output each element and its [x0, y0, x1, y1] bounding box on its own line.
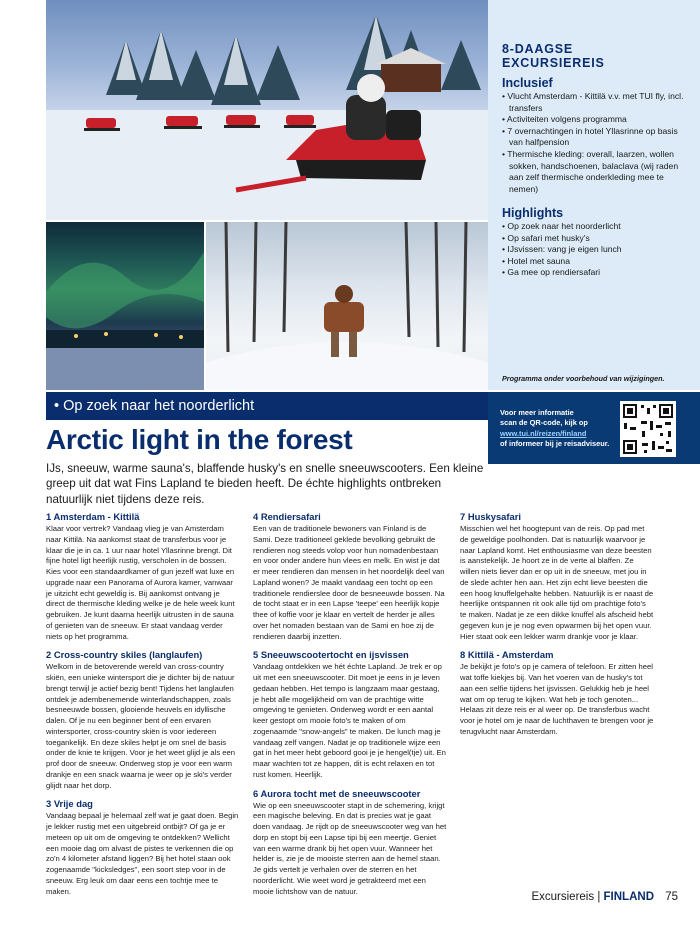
highlights-list	[502, 221, 692, 279]
footer-separator: |	[597, 891, 601, 903]
trip-type-line1: 8-DAAGSE	[502, 42, 573, 56]
highlights-heading: Highlights	[502, 206, 564, 220]
day-7-text: Misschien wel het hoogtepunt van de reis. Op pad met de geweldige poolhonden. Dat is natuurlijk waarvoor je naar Lapland komt. Het enthousiasme van deze beesten is aanstekelijk. Je hoort ze in de verte al blaffen. Ze willen niets liever dan er op uit in de sneeuw, met jou in de slede achter hen aan. Het zijn echt lieve beesten die een hoog knuffelgehalte hebben. Natuurlijk is er naast de heerlijke ontspannen rit ook alle tijd om prachtige foto's te maken. Nadat je ze een dikke knuffel als afscheid hebt gegeven kun je je nog even opwarmen bij het open vuur. Hier staat ook een lekker warm drankje voor je klaar.	[460, 524, 654, 641]
day-8-text: Je bekijkt je foto's op je camera of telefoon. Er zitten heel wat toffe kiekjes bij. Van het voeren van de husky's tot aan een selfie tijdens het ijsvissen. Gelukkig heb je heel wat om op terug te kijken. Wat heb je toch genoten... Helaas zit deze reis er al weer op. De transferbus wacht voor je hotel om je naar de luchthaven te brengen voor je terugvlucht naar Amsterdam.	[460, 662, 654, 736]
day-2-title: 2 Cross-country skiles (langlaufen)	[46, 649, 203, 661]
day-1-title: 1 Amsterdam - Kittilä	[46, 511, 140, 522]
day-6-text: Wie op een sneeuwscooter stapt in de schemering, krijgt een magische beleving. En dat is precies wat je gaat doen vandaag. Je rijdt op de sneeuwscooter weg van het dorp en stopt bij een Lapse tipi bij een meertje. Geniet van een warme drank bij het open vuur. Wanneer het helder is, zie je de mooiste sterren aan de hemel staan. Je gids vertelt je verhalen over de sterren en het noorderlicht. Wie weet word je getrakteerd met een mooie lichtshow van de natuur.	[253, 800, 447, 896]
qr-code[interactable]	[620, 401, 676, 457]
day-2-text: Welkom in de betoverende wereld van cross-country skiën, een unieke wintersport die je dichter bij de natuur brengt terwijl je actief bezig bent! Tijdens het langlaufen ontdek je adembenemende winterlandschappen, zoals besneeuwde bossen, glooiende heuvels en idyllische dalen. Of je nu een beginner bent of een ervaren wintersporter, cross-country skiën is voor iedereen toegankelijk. En deze skiles helpt je om snel de basis onder de knie te krijgen. Voor je het weet glijd je als een prof door de sneeuw. Onderweg stop je voor een warm drankje en een snack waarna je weer op je ski's verder glijdt naar het dorp.	[46, 662, 236, 790]
day-5-block	[253, 649, 447, 780]
qr-info-text	[500, 408, 620, 450]
day-4-block	[253, 511, 447, 642]
footer-section: Excursiereis	[531, 891, 595, 903]
aurora-illustration	[46, 222, 204, 390]
day-7-title: 7 Huskysafari	[460, 511, 521, 522]
day-3-block	[46, 798, 240, 897]
highlights-item: • Op zoek naar het noorderlicht	[502, 221, 692, 233]
day-5-title: 5 Sneeuwscootertocht en ijsvissen	[253, 649, 409, 661]
page-title: Arctic light in the forest	[46, 424, 353, 455]
day-6-block	[253, 788, 447, 898]
inclusief-list	[502, 91, 692, 195]
itinerary-column-2	[253, 511, 447, 904]
tui-link[interactable]: www.tui.nl/reizen/finland	[500, 428, 587, 438]
qr-line2: scan de QR-code, kijk op	[500, 418, 588, 428]
inclusief-item: • Activiteiten volgens programma	[502, 114, 692, 126]
inclusief-item: • Thermische kleding: overall, laarzen, wollen sokken, handschoenen, balaclava (wij raden aan zelf thermische onderkleding mee te nemen)	[502, 149, 692, 195]
snowmobile-illustration	[46, 0, 488, 220]
highlights-item: • Hotel met sauna	[502, 256, 692, 268]
day-4-text: Een van de traditionele bewoners van Finland is de Sami. Deze traditioneel geklede bevolking gebruikt de rendieren nog steeds volop voor hun nomadenbestaan en voor onder andere hun vlees en melk. En wist je dat er meer rendieren dan mensen in het noordelijk deel van Lapland wonen? Je maakt vandaag een tocht op een traditionele rendierslee door de besneeuwde bossen. Na de tocht staat er in een Lapse 'teepe' een heerlijk kopje thee of koffie voor je klaar en vertelt de herder je alles over het nomaden bestaan van de Sami en hoe zij de rendieren daarbij inzetten.	[253, 524, 445, 641]
page-footer	[531, 891, 678, 903]
aurora-photo	[46, 222, 204, 390]
trip-type-line2: EXCURSIEREIS	[502, 56, 605, 70]
footnote: Programma onder voorbehoud van wijzigingen.	[502, 374, 665, 383]
day-3-text: Vandaag bepaal je helemaal zelf wat je gaat doen. Begin je lekker rustig met een uitgebreid ontbijt? Of ga je er meteen op uit om de omgeving te ontdekken? Wellicht een mooie dag om alvast de pistes te verkennen die op zo'n 4 kilometer afstand liggen? Bij het hotel staan ook zogenaamde "kicksledges", een soort step voor in de sneeuw. Erg leuk om daar eens een tochtje mee te maken.	[46, 811, 239, 896]
itinerary-column-3	[460, 511, 654, 745]
day-1-text: Klaar voor vertrek? Vandaag vlieg je van Amsterdam naar Kittilä. Na aankomst staat de transferbus voor je klaar die je in ca. 1 uur naar hotel Yllasrinne brengt. Dit fijne hotel ligt heerlijk rustig, verscholen in de bossen. Kies voor een standaardkamer of gun jezelf wat luxe en upgrade naar een Panorama of Aurora kamer, vanwaar je uitzicht echt geweldig is. Bij aankomst ontvang je direct de thermische kleding welke je de hele week kunt gebruiken. Je kunt daarna heerlijk uitrusten in de sauna of genieten van de sneeuw. Er staat vandaag verder niets op het programma.	[46, 524, 235, 641]
day-7-block	[460, 511, 654, 642]
footer-country: FINLAND	[603, 891, 654, 903]
highlights-item: • IJsvissen: vang je eigen lunch	[502, 244, 692, 256]
day-8-block	[460, 649, 654, 737]
inclusief-heading: Inclusief	[502, 76, 553, 90]
reindeer-illustration	[206, 222, 488, 390]
reindeer-photo	[206, 222, 488, 390]
day-4-title: 4 Rendiersafari	[253, 511, 321, 522]
highlights-item: • Op safari met husky's	[502, 233, 692, 245]
inclusief-item: • Vlucht Amsterdam - Kittilä v.v. met TUI fly, incl. transfers	[502, 91, 692, 114]
intro-text: IJs, sneeuw, warme sauna's, blaffende husky's en snelle sneeuwscooters. Een kleine greep uit dat wat Fins Lapland te bieden heeft. De échte highlights ontbreken natuurlijk niet tijdens deze reis.	[46, 462, 484, 506]
snowmobile-photo	[46, 0, 488, 220]
day-2-block	[46, 649, 240, 791]
day-5-text: Vandaag ontdekken we hét échte Lapland. Je trek er op uit met een sneeuwscooter. Dit moet je eens in je leven gedaan hebben. Het tempo is langzaam maar gestaag, je hebt alle mogelijkheid om van de prachtige witte omgeving te genieten. Onderweg wordt er een aantal keer gestopt om mooie foto's te maken of om zogenaamde "snow-angels" te maken. De lunch mag je vandaag zelf vangen. Nadat je op traditionele wijze een gat in het meer hebt geboord gooi je je hengel(tje) uit. En maar wachten tot ze happen, dit is echt relaxen en tot rust komen. Heerlijk.	[253, 662, 446, 779]
inclusief-item: • 7 overnachtingen in hotel Yllasrinne op basis van halfpension	[502, 126, 692, 149]
highlights-item: • Ga mee op rendiersafari	[502, 267, 692, 279]
qr-code-icon	[620, 401, 676, 457]
page-number: 75	[665, 891, 678, 903]
day-8-title: 8 Kittilä - Amsterdam	[460, 649, 554, 661]
trip-info-panel	[488, 0, 700, 390]
qr-info-panel	[488, 392, 700, 464]
day-3-title: 3 Vrije dag	[46, 798, 93, 810]
day-1-block	[46, 511, 240, 642]
qr-line1: Voor meer informatie	[500, 408, 574, 417]
itinerary-column-1	[46, 511, 240, 904]
qr-line3: of informeer bij je reisadviseur.	[500, 439, 610, 449]
day-6-title: 6 Aurora tocht met de sneeuwscooter	[253, 787, 421, 799]
trip-type-title	[502, 42, 605, 70]
aurora-banner: • Op zoek naar het noorderlicht	[46, 392, 488, 420]
